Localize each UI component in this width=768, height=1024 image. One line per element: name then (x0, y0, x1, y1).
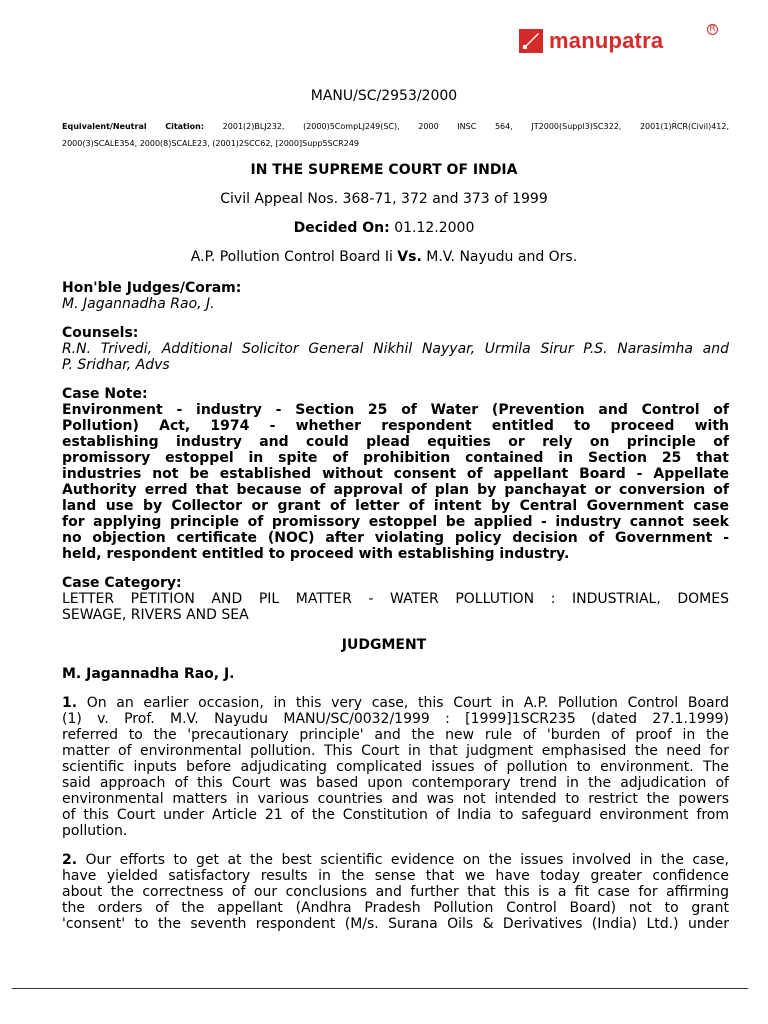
para-2-line: have yielded satisfactory results in the sense that we have today greater confidence (62, 868, 729, 884)
equivalent-label: Equivalent/Neutral (62, 122, 147, 131)
para-1-line: environmental matters in various countries and was not intended to restrict the powers (62, 791, 729, 807)
para-2-line (62, 852, 729, 868)
judges-names: M. Jagannadha Rao, J. (62, 296, 215, 312)
judge-heading: M. Jagannadha Rao, J. (62, 666, 235, 682)
decided-label: Decided On: (293, 220, 390, 236)
registered-mark: R (707, 24, 718, 35)
parties (0, 249, 768, 265)
case-note-label: Case Note: (62, 386, 148, 402)
party-respondent: M.V. Nayudu and Ors. (426, 249, 578, 265)
manupatra-logo-text: manupatra (549, 28, 664, 53)
para-1-line: scientific inputs before adjudicating complicated issues of pollution to environment. The (62, 759, 729, 775)
counsels-line: R.N. Trivedi, Additional Solicitor General Nikhil Nayyar, Urmila Sirur P.S. Narasimha and (62, 341, 729, 357)
manupatra-logo (518, 26, 718, 56)
para-1-line (62, 695, 729, 711)
para-2-line: about the correctness of our conclusions and further that this is a fit case for affirming (62, 884, 729, 900)
case-note-line: for applying principle of promissory estoppel be applied - industry cannot seek (62, 514, 729, 530)
para-1-line: referred to the 'precautionary principle' and the new rule of 'burden of proof in the (62, 727, 729, 743)
decided-value: 01.12.2000 (394, 220, 475, 236)
judges-label: Hon'ble Judges/Coram: (62, 280, 242, 296)
equivalent-citation-line-2: 2000(3)SCALE354, 2000(8)SCALE23, (2001)2SCC62, [2000]Supp5SCR249 (62, 139, 359, 148)
case-note-line: no objection certificate (NOC) after violating policy decision of Government - (62, 530, 729, 546)
case-category-line: SEWAGE, RIVERS AND SEA (62, 607, 249, 623)
citation-text-1: 2001(2)BLJ232, (2000)5CompLJ249(SC), 2000 INSC 564, JT2000(Suppl3)SC322, 2001(1)RCR(Civil)412, (222, 122, 729, 131)
para-2-line: 'consent' to the seventh respondent (M/s. Surana Oils & Derivatives (India) Ltd.) under (62, 916, 729, 932)
counsels-label: Counsels: (62, 325, 139, 341)
case-category-label: Case Category: (62, 575, 182, 591)
para-2-line: the orders of the appellant (Andhra Pradesh Pollution Control Board) not to grant (62, 900, 729, 916)
case-note-line: establishing industry and could plead equities or rely on principle of (62, 434, 729, 450)
para-2-text: Our efforts to get at the best scientific evidence on the issues involved in the case, (85, 852, 729, 868)
para-1-line: (1) v. Prof. M.V. Nayudu MANU/SC/0032/1999 : [1999]1SCR235 (dated 27.1.1999) (62, 711, 729, 727)
court-name: IN THE SUPREME COURT OF INDIA (250, 162, 518, 178)
case-note-line: Authority erred that because of approval of plan by panchayat or conversion of (62, 482, 729, 498)
appeal-number: Civil Appeal Nos. 368-71, 372 and 373 of 1999 (220, 191, 548, 207)
versus: Vs. (397, 249, 422, 265)
para-1-line: matter of environmental pollution. This Court in that judgment emphasised the need for (62, 743, 729, 759)
para-2-number: 2. (62, 852, 78, 868)
manupatra-logo-icon (518, 28, 544, 54)
para-1-text: On an earlier occasion, in this very case, this Court in A.P. Pollution Control Board (86, 695, 729, 711)
decided-on (0, 220, 768, 236)
para-1-line: pollution. (62, 823, 128, 839)
para-1-line: said approach of this Court was based upon contemporary trend in the adjudication of (62, 775, 729, 791)
case-note-line: land use by Collector or grant of letter of intent by Central Government case (62, 498, 729, 514)
case-note-line: industries not be established without consent of appellant Board - Appellate (62, 466, 729, 482)
para-1-line: of this Court under Article 21 of the Constitution of India to safeguard environment from (62, 807, 729, 823)
case-category-line: LETTER PETITION AND PIL MATTER - WATER POLLUTION : INDUSTRIAL, DOMES (62, 591, 729, 607)
case-note-line: Pollution) Act, 1974 - whether respondent entitled to proceed with (62, 418, 729, 434)
case-note-line: Environment - industry - Section 25 of Water (Prevention and Control of (62, 402, 729, 418)
party-appellant: A.P. Pollution Control Board Ii (190, 249, 393, 265)
case-note-line: held, respondent entitled to proceed with establishing industry. (62, 546, 570, 562)
case-note-line: promissory estoppel in spite of prohibition contained in Section 25 that (62, 450, 729, 466)
footer-divider (12, 988, 748, 989)
para-1-number: 1. (62, 695, 78, 711)
citation-label: Citation: (165, 122, 205, 131)
counsels-line: P. Sridhar, Advs (62, 357, 170, 373)
citation-id: MANU/SC/2953/2000 (310, 88, 458, 104)
judgment-heading: JUDGMENT (341, 637, 427, 653)
